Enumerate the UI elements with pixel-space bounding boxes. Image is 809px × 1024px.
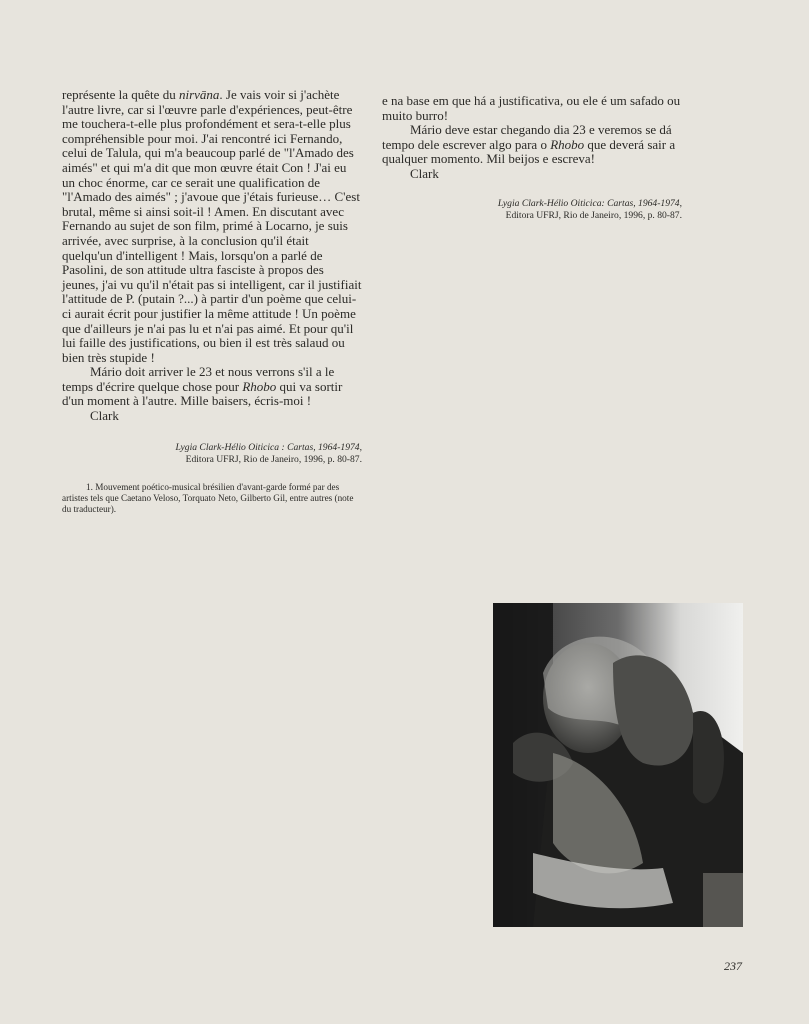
left-paragraph-2: Mário doit arriver le 23 et nous verrons s'il a le temps d'écrire quelque chose pour Rhobo qui va sortir d'un moment à l'autre. Mille baisers, écris-moi ! <box>62 364 343 409</box>
page-number: 237 <box>724 959 742 973</box>
left-citation: Lygia Clark-Hélio Oiticica : Cartas, 1964-1974, Editora UFRJ, Rio de Janeiro, 1996, p. 80-87. <box>175 441 362 465</box>
right-citation: Lygia Clark-Hélio Oiticica: Cartas, 1964-1974, Editora UFRJ, Rio de Janeiro, 1996, p. 80-87. <box>497 197 682 221</box>
photograph <box>493 603 743 927</box>
left-paragraph-1: représente la quête du nirvāna. Je vais voir si j'achète l'autre livre, car si l'œuvre parle d'expériences, peut-être me touchera-t-elle plus profondément et sera-t-elle plus compréhensible pour moi. J'ai rencontré ici Fernando, celui de Talula, qui m'a beaucoup parlé de "l'Amado des aimés" et qui m'a dit que mon œuvre était Con ! J'ai eu un choc énorme, car ce serait une qualification de "l'Amado des aimés" ; j'avoue que j'étais furieuse… C'est brutal, même si ainsi soit-il ! Amen. En discutant avec Fernando au sujet de son film, primé à Locarno, je suis arrivée, avec surprise, à la conclusion qu'il était quelqu'un d'intelligent ! Mais, lorsqu'on a parlé de Pasolini, de son attitude ultra fasciste à propos des jeunes, j'ai vu qu'il n'était pas si intelligent, car il justifiait l'attitude de P. (putain ?...) à partir d'un poème que celui-ci aurait écrit pour justifier la même attitude ! Un poème que d'ailleurs je n'ai pas lu et n'ai pas aimé. Et pour qu'il lui faille des justifications, ou bien il est très salaud ou bien très stupide ! <box>62 87 362 365</box>
left-signature: Clark <box>90 408 119 424</box>
right-paragraph-1: e na base em que há a justificativa, ou ele é um safado ou muito burro! <box>382 93 681 123</box>
photograph-illustration <box>493 603 743 927</box>
right-paragraph-2: Mário deve estar chegando dia 23 e veremos se dá tempo dele escrever algo para o Rhobo que deverá sair a qualquer momento. Mil beijos e escreva! <box>382 122 676 167</box>
footnote: 1. Mouvement poético-musical brésilien d'avant-garde formé par des artistes tels que Caetano Veloso, Torquato Neto, Gilberto Gil, entre autres (note du traducteur). <box>62 481 354 515</box>
left-column <box>62 88 362 525</box>
right-signature: Clark <box>410 165 439 181</box>
right-column <box>382 94 682 222</box>
